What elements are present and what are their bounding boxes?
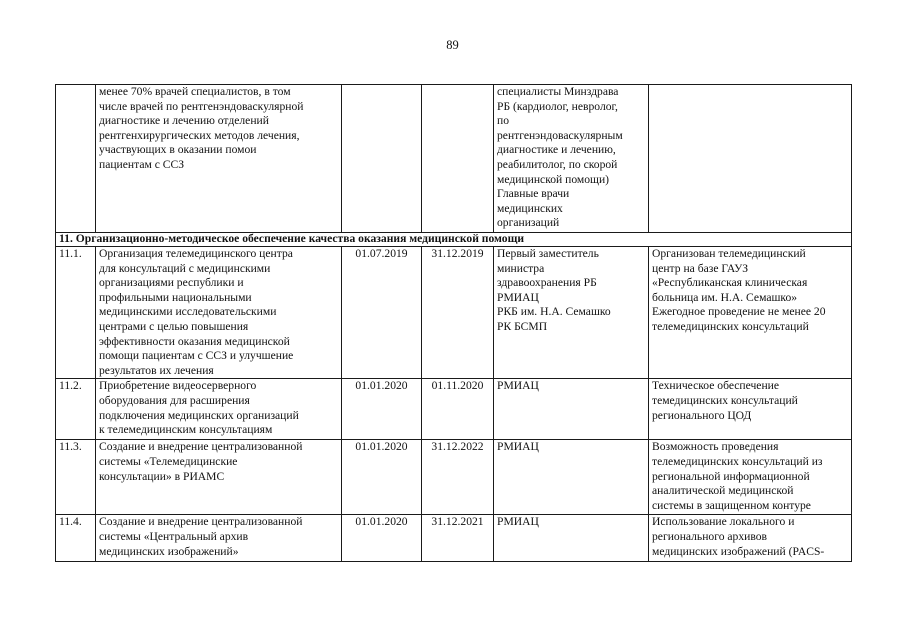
responsible-line: здравоохранения РБ	[497, 276, 597, 290]
activity-line: Создание и внедрение централизованной	[99, 515, 303, 529]
activity-line: пациентам с ССЗ	[99, 157, 185, 171]
activity-line: Создание и внедрение централизованной	[99, 440, 303, 454]
responsible-line: организаций	[497, 216, 560, 230]
table-row-continuation	[56, 85, 852, 233]
responsible-line: по	[497, 114, 510, 128]
section-heading-row	[56, 233, 852, 247]
activity-line: числе врачей по рентгенэндоваскулярной	[99, 99, 304, 113]
cell-responsible	[494, 247, 649, 379]
result-line: регионального архивов	[652, 529, 767, 543]
cell-activity	[96, 85, 342, 233]
result-line: регионального ЦОД	[652, 408, 752, 422]
cell-number: 11.3.	[56, 440, 96, 515]
result-line: Техническое обеспечение	[652, 379, 779, 393]
activity-line: Организация телемедицинского центра	[99, 247, 293, 260]
table-row	[56, 247, 852, 379]
cell-start-date: 01.01.2020	[342, 440, 422, 515]
responsible-line: министра	[497, 261, 545, 275]
cell-responsible	[494, 440, 649, 515]
cell-start-date	[342, 85, 422, 233]
activity-line: профильными национальными	[99, 290, 252, 304]
cell-result	[649, 379, 852, 440]
result-line: больница им. Н.А. Семашко»	[652, 290, 798, 304]
cell-responsible	[494, 515, 649, 562]
cell-result	[649, 440, 852, 515]
result-line: медицинских изображений (PACS-	[652, 544, 825, 558]
table-row	[56, 440, 852, 515]
cell-number	[56, 85, 96, 233]
activity-line: подключения медицинских организаций	[99, 408, 299, 422]
activity-line: менее 70% врачей специалистов, в том	[99, 85, 291, 98]
activity-line: для консультаций с медицинскими	[99, 261, 271, 275]
responsible-line: специалисты Минздрава	[497, 85, 619, 98]
activity-line: системы «Телемедицинские	[99, 454, 238, 468]
result-line: центр на базе ГАУЗ	[652, 261, 749, 275]
responsible-line: рентгенэндоваскулярным	[497, 128, 623, 142]
activity-line: к телемедицинским консультациям	[99, 423, 273, 437]
cell-start-date: 01.01.2020	[342, 379, 422, 440]
cell-number: 11.2.	[56, 379, 96, 440]
responsible-line: РМИАЦ	[497, 515, 539, 529]
result-line: телемедицинских консультаций из	[652, 454, 823, 468]
result-line: Возможность проведения	[652, 440, 779, 454]
result-line: региональной информационной	[652, 469, 810, 483]
cell-result	[649, 247, 852, 379]
activity-line: центрами с целью повышения	[99, 319, 249, 333]
responsible-line: РМИАЦ	[497, 379, 539, 393]
activity-line: медицинскими исследовательскими	[99, 305, 277, 319]
result-line: системы в защищенном контуре	[652, 498, 811, 512]
result-line: аналитической медицинской	[652, 484, 794, 498]
activity-line: оборудования для расширения	[99, 393, 250, 407]
responsible-line: РМИАЦ	[497, 440, 539, 454]
cell-end-date: 31.12.2022	[422, 440, 494, 515]
cell-activity	[96, 247, 342, 379]
cell-result	[649, 515, 852, 562]
activity-line: эффективности оказания медицинской	[99, 334, 290, 348]
cell-activity	[96, 379, 342, 440]
activity-line: результатов их лечения	[99, 363, 214, 377]
result-line: «Республиканская клиническая	[652, 276, 808, 290]
cell-number: 11.4.	[56, 515, 96, 562]
cell-end-date: 31.12.2019	[422, 247, 494, 379]
cell-activity	[96, 440, 342, 515]
result-line: телемедицинских консультаций	[652, 319, 809, 333]
responsible-line: диагностике и лечению,	[497, 143, 616, 157]
activity-line: помощи пациентам с ССЗ и улучшение	[99, 349, 294, 363]
activity-line: организациями республики и	[99, 276, 244, 290]
responsible-line: РБ (кардиолог, невролог,	[497, 99, 618, 113]
activity-line: Приобретение видеосерверного	[99, 379, 257, 393]
result-line: Организован телемедицинский	[652, 247, 806, 260]
result-line: Ежегодное проведение не менее 20	[652, 305, 826, 319]
cell-end-date: 31.12.2021	[422, 515, 494, 562]
cell-end-date: 01.11.2020	[422, 379, 494, 440]
section-heading: 11. Организационно-методическое обеспечение качества оказания медицинской помощи	[56, 233, 852, 247]
cell-result	[649, 85, 852, 233]
responsible-line: реабилитолог, по скорой	[497, 157, 618, 171]
activity-line: медицинских изображений»	[99, 544, 239, 558]
activity-plan-table	[55, 84, 852, 562]
cell-end-date	[422, 85, 494, 233]
activity-line: диагностике и лечению отделений	[99, 114, 269, 128]
responsible-line: РКБ им. Н.А. Семашко	[497, 305, 611, 319]
cell-responsible	[494, 379, 649, 440]
responsible-line: Главные врачи	[497, 187, 570, 201]
cell-responsible	[494, 85, 649, 233]
activity-line: рентгенхирургических методов лечения,	[99, 128, 300, 142]
responsible-line: РК БСМП	[497, 319, 548, 333]
responsible-line: Первый заместитель	[497, 247, 599, 260]
table-row	[56, 515, 852, 562]
responsible-line: РМИАЦ	[497, 290, 539, 304]
cell-activity	[96, 515, 342, 562]
result-line: темедицинских консультаций	[652, 393, 798, 407]
activity-line: системы «Центральный архив	[99, 529, 249, 543]
responsible-line: медицинской помощи)	[497, 172, 610, 186]
responsible-line: медицинских	[497, 201, 563, 215]
cell-number: 11.1.	[56, 247, 96, 379]
cell-start-date: 01.07.2019	[342, 247, 422, 379]
activity-line: консультации» в РИАМС	[99, 469, 225, 483]
activity-line: участвующих в оказании помои	[99, 143, 257, 157]
table-row	[56, 379, 852, 440]
page-number: 89	[446, 38, 459, 52]
result-line: Использование локального и	[652, 515, 795, 529]
cell-start-date: 01.01.2020	[342, 515, 422, 562]
